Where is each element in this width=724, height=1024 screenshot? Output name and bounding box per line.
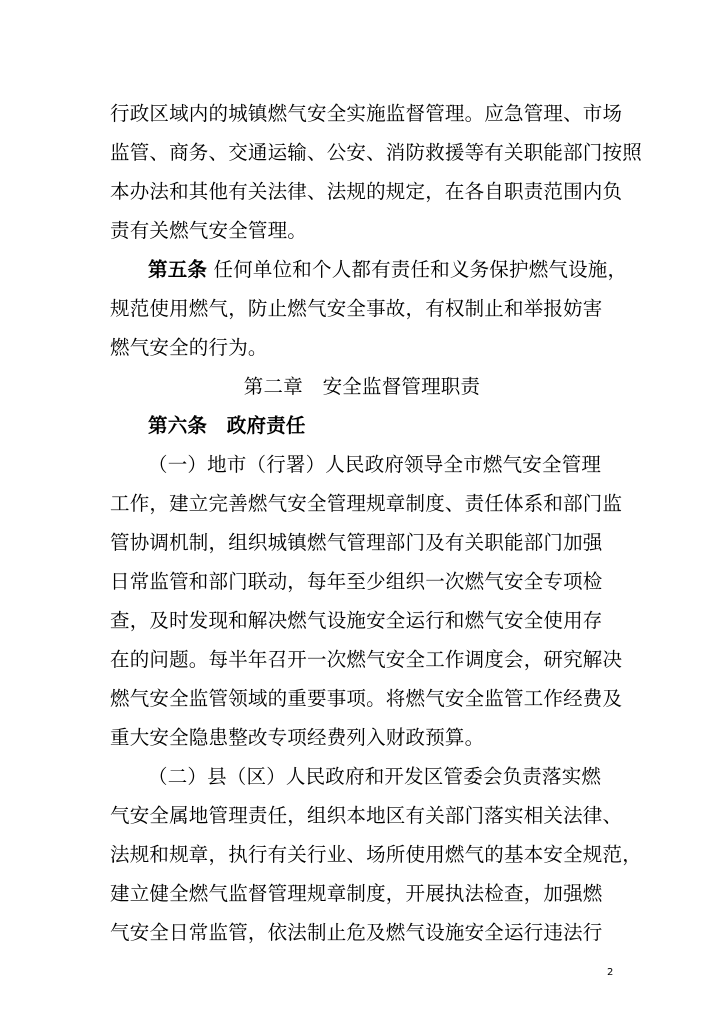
article-6-heading: 第六条 政府责任	[148, 414, 306, 437]
article-5-heading: 第五条	[148, 258, 208, 281]
clause-2-line-4: 建立健全燃气监督管理规章制度，开展执法检查，加强燃	[110, 882, 603, 905]
body-line-2: 监管、商务、交通运输、公安、消防救援等有关职能部门按照	[110, 141, 642, 164]
clause-2-line-5: 气安全日常监管，依法制止危及燃气设施安全运行违法行	[110, 921, 603, 944]
body-line-6: 规范使用燃气，防止燃气安全事故，有权制止和举报妨害	[110, 297, 603, 320]
clause-2-line-2: 气安全属地管理责任，组织本地区有关部门落实相关法律、	[110, 804, 623, 827]
clause-2-line-1: （二）县（区）人民政府和开发区管委会负责落实燃	[148, 765, 602, 788]
article-5-text: 任何单位和个人都有责任和义务保护燃气设施，	[207, 258, 628, 281]
clause-1-line-5: 查，及时发现和解决燃气设施安全运行和燃气安全使用存	[110, 609, 603, 632]
body-line-1: 行政区域内的城镇燃气安全实施监督管理。应急管理、市场	[110, 102, 623, 125]
body-line-3: 本办法和其他有关法律、法规的规定，在各自职责范围内负	[110, 180, 623, 203]
clause-1-line-8: 重大安全隐患整改专项经费列入财政预算。	[110, 726, 485, 749]
clause-1-line-1: （一）地市（行署）人民政府领导全市燃气安全管理	[148, 453, 602, 476]
page-number: 2	[607, 967, 614, 978]
clause-1-line-2: 工作，建立完善燃气安全管理规章制度、责任体系和部门监	[110, 492, 623, 515]
clause-2-line-3: 法规和规章，执行有关行业、场所使用燃气的基本安全规范，	[110, 843, 642, 866]
clause-1-line-7: 燃气安全监管领域的重要事项。将燃气安全监管工作经费及	[110, 687, 623, 710]
clause-1-line-3: 管协调机制，组织城镇燃气管理部门及有关职能部门加强	[110, 531, 603, 554]
body-line-4: 责有关燃气安全管理。	[110, 219, 308, 242]
article-5-line	[148, 258, 627, 282]
clause-1-line-6: 在的问题。每半年召开一次燃气安全工作调度会，研究解决	[110, 648, 623, 671]
body-line-7: 燃气安全的行为。	[110, 336, 268, 359]
clause-1-line-4: 日常监管和部门联动，每年至少组织一次燃气安全专项检	[110, 570, 603, 593]
chapter-heading: 第二章 安全监督管理职责	[243, 375, 481, 398]
